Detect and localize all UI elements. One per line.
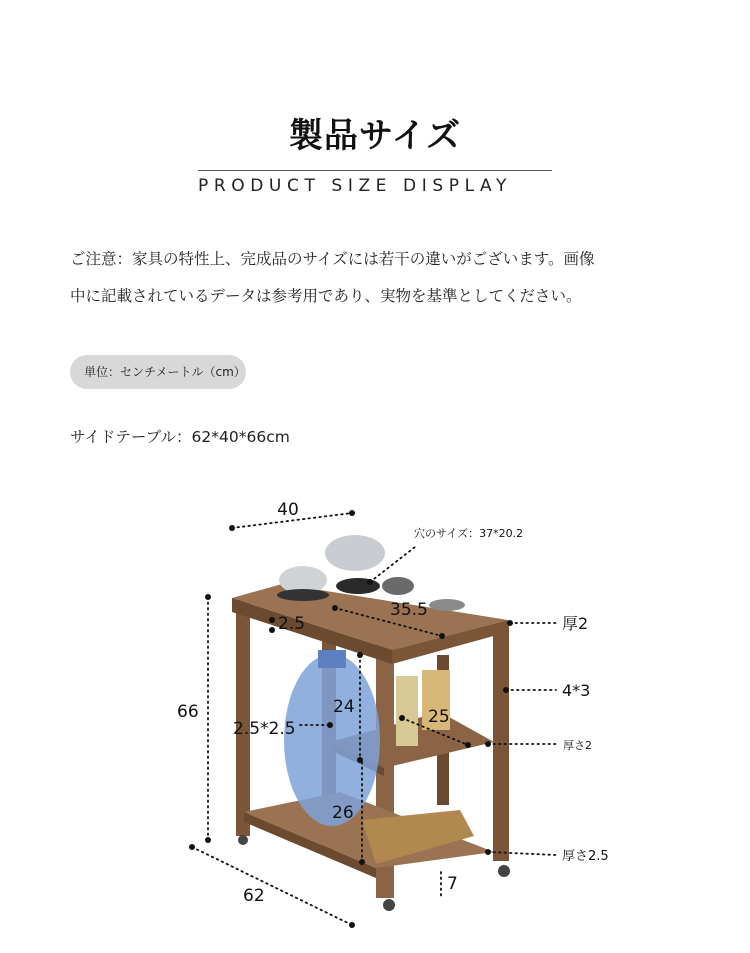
page-subtitle: PRODUCT SIZE DISPLAY: [198, 176, 512, 196]
top-thickness-label: 厚2: [562, 614, 589, 633]
upper-gap-label: 24: [333, 697, 355, 717]
unit-badge: 単位：センチメートル（cm）: [70, 355, 246, 389]
hole-depth-label: 35.5: [390, 600, 428, 620]
product-spec: サイドテーブル：62*40*66cm: [70, 428, 290, 446]
bottom-thickness-label: 厚さ2.5: [562, 849, 609, 864]
shelf-depth-label: 25: [428, 707, 450, 727]
height-label: 66: [177, 702, 199, 722]
lower-gap-label: 26: [332, 803, 354, 823]
middle-thickness-label: 厚さ2: [563, 739, 592, 752]
wheel-height-label: 7: [447, 874, 458, 894]
hole-size-label: 穴のサイズ：37*20.2: [414, 527, 524, 540]
width-label: 40: [277, 500, 299, 520]
inner-leg-label: 2.5*2.5: [233, 719, 296, 739]
size-diagram: [0, 480, 750, 953]
top-edge-label: 2.5: [278, 614, 306, 634]
notice-line-2: 中に記載されているデータは参考用であり、実物を基準としてください。: [70, 287, 582, 305]
length-label: 62: [243, 886, 265, 906]
leg-size-label: 4*3: [562, 681, 591, 700]
title-divider: [198, 170, 552, 171]
page-title: 製品サイズ: [288, 116, 462, 156]
notice-line-1: ご注意：家具の特性上、完成品のサイズには若干の違いがございます。画像: [70, 250, 595, 268]
